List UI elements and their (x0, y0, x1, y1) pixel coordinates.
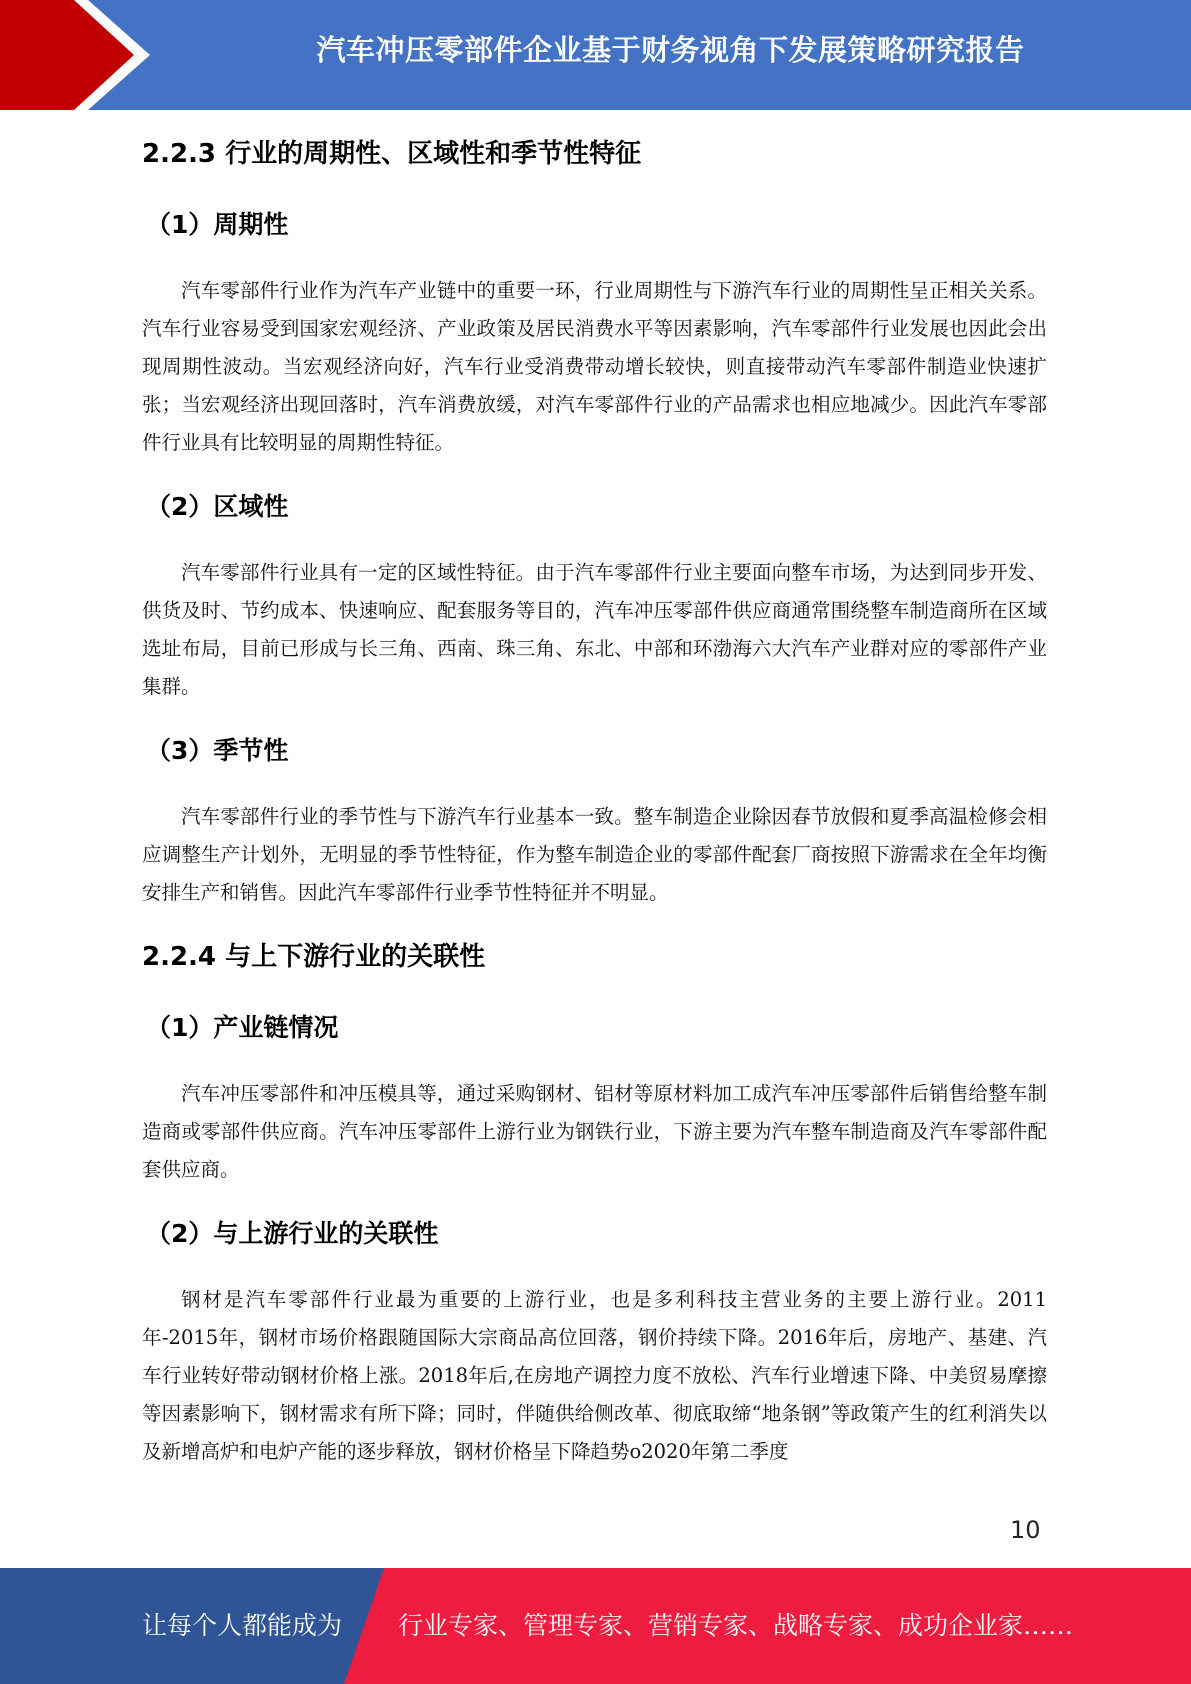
subsection-heading-cyclicality: （1）周期性 (146, 210, 289, 239)
header-title: 汽车冲压零部件企业基于财务视角下发展策略研究报告 (316, 33, 1025, 67)
paragraph-upstream: 钢材是汽车零部件行业最为重要的上游行业，也是多利科技主营业务的主要上游行业。2011年-2015年，钢材市场价格跟随国际大宗商品高位回落，钢价持续下降。2016年后，房地产、基建、汽车行业转好带动钢材价格上涨。2018年后,在房地产调控力度不放松、汽车行业增速下降、中美贸易摩擦等因素影响下，钢材需求有所下降；同时，伴随供给侧改革、彻底取缔“地条钢”等政策产生的红利消失以及新增高炉和电炉产能的逐步释放，钢材价格呈下降趋势o2020年第二季度 (142, 1288, 1047, 1463)
page-number: 10 (1010, 1516, 1041, 1544)
footer-slogan-left: 让每个人都能成为 (142, 1611, 343, 1640)
paragraph-seasonality: 汽车零部件行业的季节性与下游汽车行业基本一致。整车制造企业除因春节放假和夏季高温检修会相应调整生产计划外，无明显的季节性特征，作为整车制造企业的零部件配套厂商按照下游需求在全年均衡安排生产和销售。因此汽车零部件行业季节性特征并不明显。 (142, 805, 1047, 904)
subsection-heading-seasonality: （3）季节性 (146, 736, 289, 765)
footer-slogan-right: 行业专家、管理专家、营销专家、战略专家、成功企业家…… (398, 1611, 1074, 1640)
page-content (142, 128, 1047, 1471)
page-header (0, 0, 1191, 110)
subsection-heading-upstream: （2）与上游行业的关联性 (146, 1219, 439, 1248)
page-footer (0, 1568, 1191, 1684)
paragraph-cyclicality: 汽车零部件行业作为汽车产业链中的重要一环，行业周期性与下游汽车行业的周期性呈正相关关系。汽车行业容易受到国家宏观经济、产业政策及居民消费水平等因素影响，汽车零部件行业发展也因此会出现周期性波动。当宏观经济向好，汽车行业受消费带动增长较快，则直接带动汽车零部件制造业快速扩张；当宏观经济出现回落时，汽车消费放缓，对汽车零部件行业的产品需求也相应地减少。因此汽车零部件行业具有比较明显的周期性特征。 (142, 279, 1047, 454)
section-heading-2-2-3: 2.2.3 行业的周期性、区域性和季节性特征 (142, 139, 642, 169)
paragraph-industry-chain: 汽车冲压零部件和冲压模具等，通过采购钢材、铝材等原材料加工成汽车冲压零部件后销售给整车制造商或零部件供应商。汽车冲压零部件上游行业为钢铁行业，下游主要为汽车整车制造商及汽车零部件配套供应商。 (142, 1082, 1047, 1181)
subsection-heading-regionality: （2）区域性 (146, 492, 289, 521)
paragraph-regionality: 汽车零部件行业具有一定的区域性特征。由于汽车零部件行业主要面向整车市场，为达到同步开发、供货及时、节约成本、快速响应、配套服务等目的，汽车冲压零部件供应商通常围绕整车制造商所在区域选址布局，目前已形成与长三角、西南、珠三角、东北、中部和环渤海六大汽车产业群对应的零部件产业集群。 (142, 561, 1047, 698)
section-heading-2-2-4: 2.2.4 与上下游行业的关联性 (142, 942, 486, 972)
subsection-heading-industry-chain: （1）产业链情况 (146, 1013, 339, 1042)
